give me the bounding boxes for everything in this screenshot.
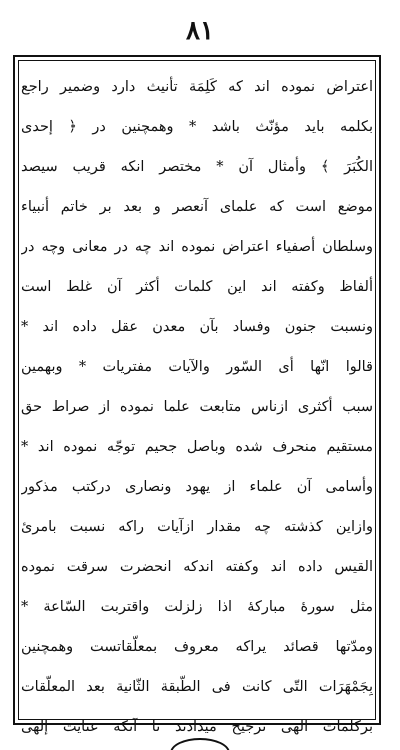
text-line-7: ونسبت جنون وفساد بآن معدن عقل داده اند * [21,319,373,335]
text-line-9: سبب أكثرى ازناس متابعت علما نموده از صراط حق [21,399,373,415]
text-line-14: مثل سورهٔ مباركهٔ اذا زلزلت واقتربت السّاعة * [21,599,373,615]
text-line-3: الكُبَرَ ﴾ وأمثال آن * مختصر انكه قريب سيصد [21,159,373,175]
text-line-10: مستقيم منحرف شده وباصل جحيم توجّه نموده اند * [21,439,373,455]
text-line-17: بركلمات الهى ترجيح ميدادند تا آنكه عنايت إلهى [21,719,373,735]
text-line-13: القيس داده اند وكفته اندكه انحضرت سرقت نموده [21,559,373,575]
text-line-11: وأسامى آن علماء از يهود ونصارى دركتب مذكور [21,479,373,495]
page-number: ٨١ [186,16,214,46]
text-body [21,67,373,747]
text-line-4: موضع است كه علماى آنعصر و بعد بر خاتم أنبياء [21,199,373,215]
footer-ornament [0,734,400,750]
text-line-15: ومدّتها قصائد يراكه معروف بمعلّقاتست وهمچنين [21,639,373,655]
footer-ornament-arc [170,738,230,750]
text-line-12: وازاين كذشته چه مقدار ازآيات راكه نسبت بامرئ [21,519,373,535]
text-line-6: ألفاظ وكفته اند اين كلمات أكثر آن غلط است [21,279,373,295]
text-frame [13,55,381,735]
text-line-2: بکلمه بايد مؤنّث باشد * وهمچنين در ﴿ إحدى [21,119,373,135]
text-line-5: وسلطان أصفياء اعتراض نموده اند چه در معانى وچه در [21,239,373,255]
text-line-8: قالوا انّها أى السّور والآيات مفتريات * وبهمين [21,359,373,375]
text-line-1: اعتراض نموده اند که کَلِمَة تأنيث دارد وضمير راجع [21,79,373,95]
text-line-16: بِجَمْهَرَات التّى كانت فى الطّبقة الثّانية بعد المعلّقات [21,679,373,695]
